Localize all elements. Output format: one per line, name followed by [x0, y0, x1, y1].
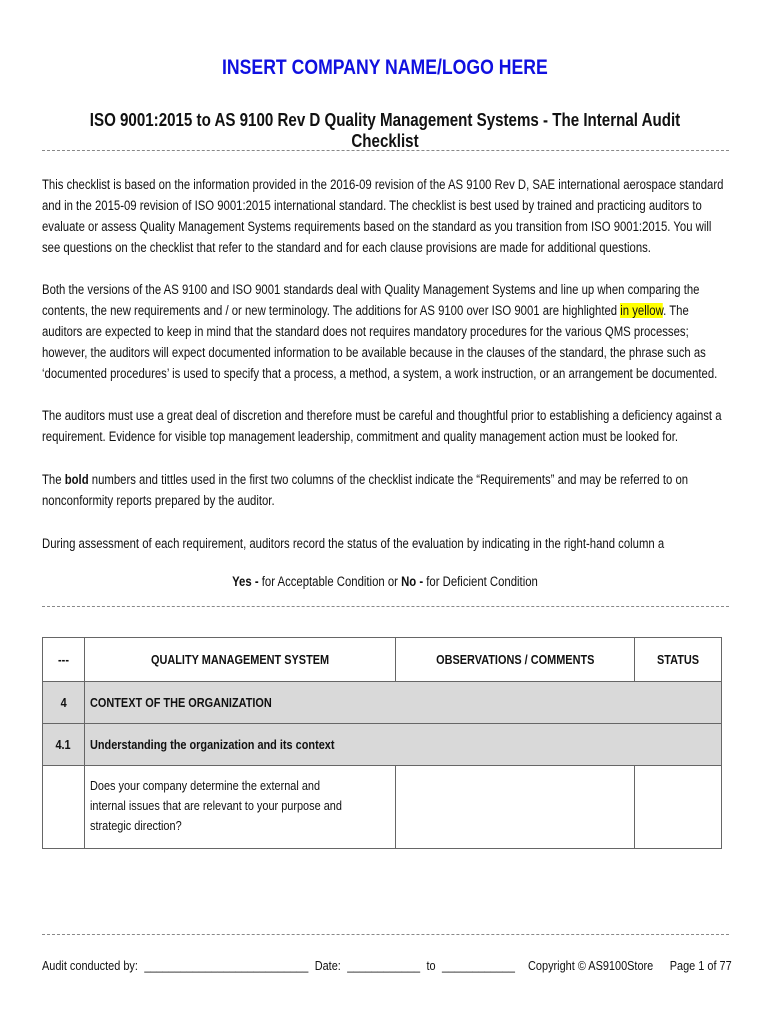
question-row	[43, 766, 722, 849]
audit-conducted-blank[interactable]: ___________________________	[144, 958, 309, 973]
legend-divider	[42, 606, 729, 607]
date-from-blank[interactable]: ____________	[347, 958, 421, 973]
intro-paragraph-2: Both the versions of the AS 9100 and ISO 9001 standards deal with Quality Management Systems and line up when comparing the contents, the new requirements and / or new terminology. The additions for AS 9100 over ISO 9001 are highlighted in yellow. The auditors are expected to keep in mind that the standard does not requires mandatory procedures for the various QMS processes; however, the auditors will expect documented information to be available because in the clauses of the standard, the phrase such as ‘documented procedures’ is used to specify that a process, a method, a system, a work instruction, or an arrangement be documented.	[42, 282, 718, 381]
copyright-text: Copyright © AS9100Store	[528, 958, 654, 973]
header-number: ---	[43, 638, 85, 682]
audit-checklist-table	[42, 637, 722, 849]
status-field[interactable]	[634, 766, 721, 849]
section-number: 4	[43, 682, 85, 724]
intro-paragraph-4: The bold numbers and tittles used in the first two columns of the checklist indicate the “Requirements” and may be referred to on nonconformity reports prepared by the auditor.	[42, 472, 689, 508]
subsection-row	[43, 724, 722, 766]
table-header-row	[43, 638, 722, 682]
status-legend: Yes - for Acceptable Condition or No - for Deficient Condition	[232, 574, 538, 589]
audit-conducted-label: Audit conducted by:	[42, 958, 138, 973]
observations-field[interactable]	[396, 766, 635, 849]
subsection-number: 4.1	[43, 724, 85, 766]
date-to-label: to	[426, 958, 436, 973]
company-name-placeholder: INSERT COMPANY NAME/LOGO HERE	[222, 56, 548, 79]
footer-divider	[42, 934, 729, 935]
document-title: ISO 9001:2015 to AS 9100 Rev D Quality Management Systems - The Internal Audit Checklist	[89, 110, 681, 151]
question-text: Does your company determine the external and internal issues that are relevant to your purpose and strategic direction?	[85, 766, 396, 849]
section-row	[43, 682, 722, 724]
subsection-title: Understanding the organization and its context	[85, 724, 722, 766]
date-label: Date:	[314, 958, 341, 973]
page-number: Page 1 of 77	[669, 958, 732, 973]
header-status: STATUS	[634, 638, 721, 682]
date-to-blank[interactable]: ____________	[442, 958, 515, 973]
question-number-cell	[43, 766, 85, 849]
intro-paragraph-1: This checklist is based on the information provided in the 2016-09 revision of the AS 9100 Rev D, SAE international aerospace standard and in the 2015-09 revision of ISO 9001:2015 international standard. The checklist is best used by trained and practicing auditors to evaluate or assess Quality Management Systems requirements based on the standard as you transition from ISO 9001:2015. You will see questions on the checklist that refer to the standard and for each clause provisions are made for additional questions.	[42, 177, 724, 255]
yellow-highlight: in yellow	[620, 303, 664, 318]
intro-paragraph-3: The auditors must use a great deal of discretion and therefore must be careful and thoughtful prior to establishing a deficiency against a requirement. Evidence for visible top management leadership, commitment and quality management action must be looked for.	[42, 408, 722, 444]
header-observations: OBSERVATIONS / COMMENTS	[396, 638, 635, 682]
title-divider	[42, 150, 729, 151]
section-title: CONTEXT OF THE ORGANIZATION	[85, 682, 722, 724]
intro-paragraph-5: During assessment of each requirement, auditors record the status of the evaluation by indicating in the right-hand column a	[42, 536, 665, 551]
page-footer	[42, 958, 731, 973]
header-qms: QUALITY MANAGEMENT SYSTEM	[85, 638, 396, 682]
